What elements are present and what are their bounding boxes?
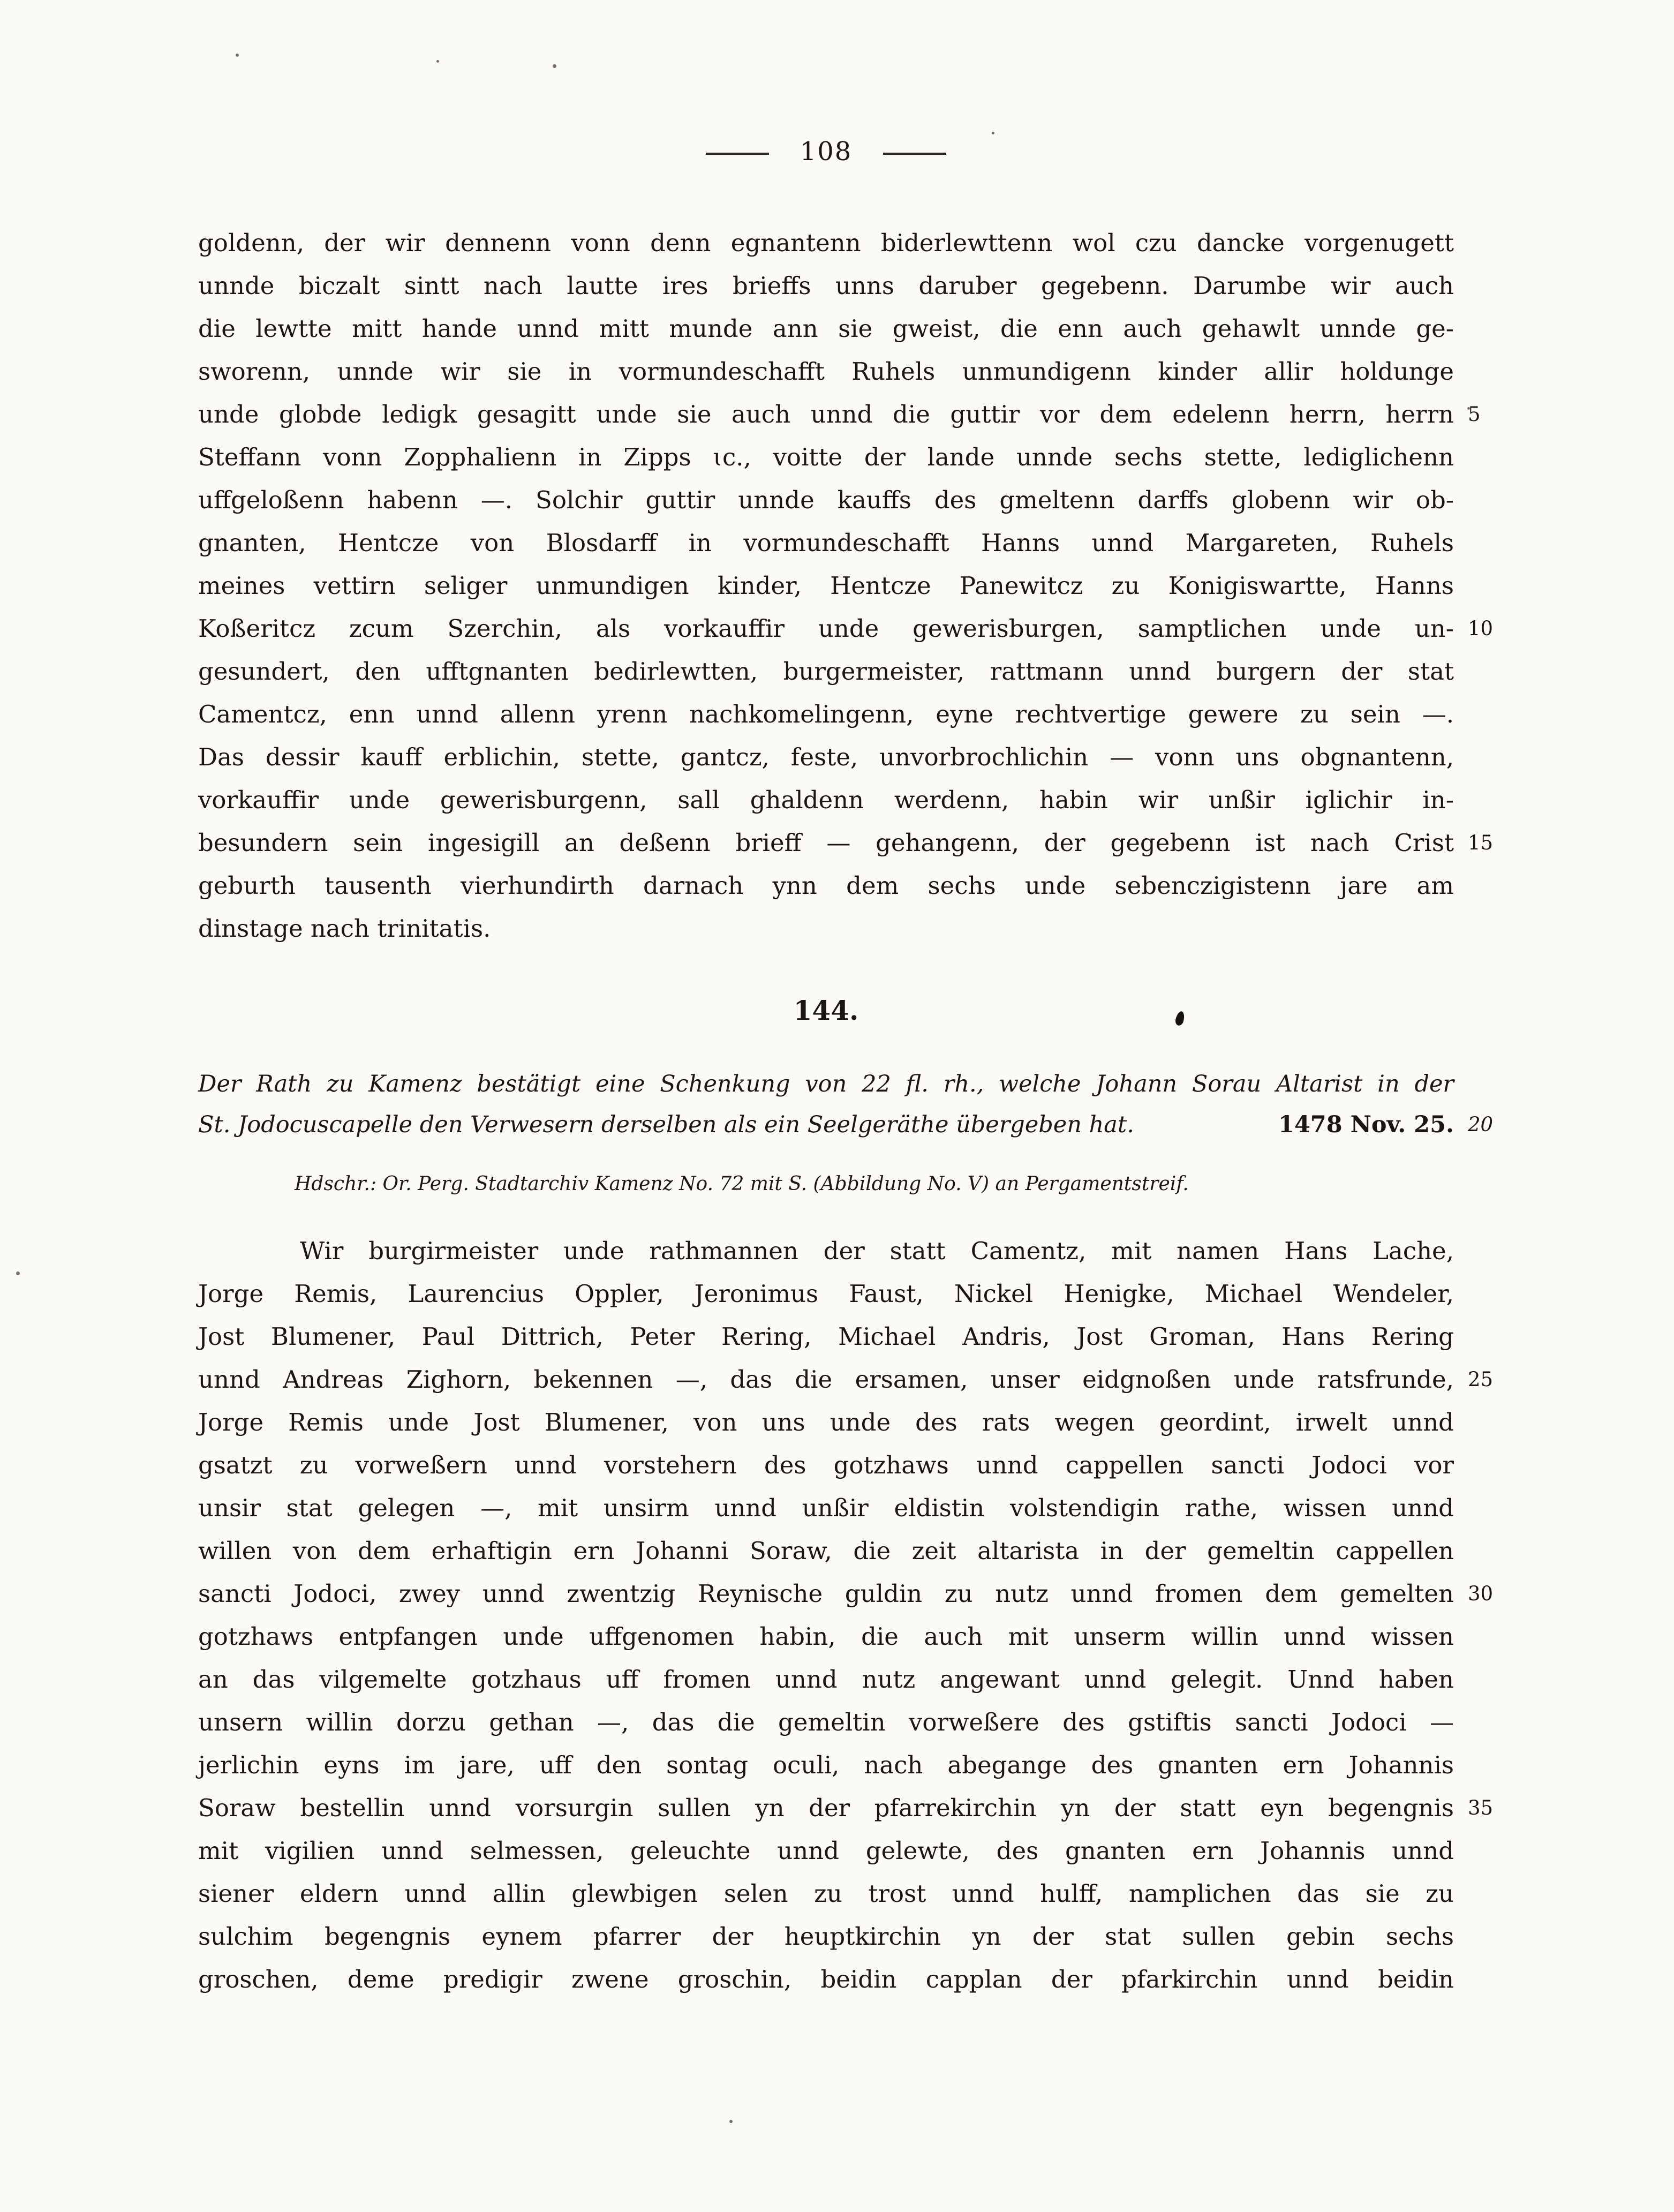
source-note: Hdschr.: Or. Perg. Stadtarchiv Kamenz No. 72 mit S. (Abbildung No. V) an Pergamentstreif. xyxy=(295,1173,1189,1195)
line-text: besundern sein ingesigill an deßenn brieff — gehangenn, der gegebenn ist nach Crist xyxy=(198,829,1454,857)
text-line xyxy=(198,350,1454,393)
header-rule-right xyxy=(883,153,946,155)
line-text: goldenn, der wir dennenn vonn denn egnantenn biderlewttenn wol czu dancke vorgenugett xyxy=(198,229,1454,257)
line-text: sworenn, unnde wir sie in vormundeschafft Ruhels unmundigenn kinder allir holdunge xyxy=(198,357,1454,386)
line-text: unnd Andreas Zighorn, bekennen —, das die ersamen, unser eidgnoßen unde ratsfrunde, xyxy=(198,1365,1454,1394)
line-text: geburth tausenth vierhundirth darnach ynn dem sechs unde sebenczigistenn jare am xyxy=(198,871,1454,900)
page-number: 108 xyxy=(800,137,853,167)
line-text: Wir burgirmeister unde rathmannen der statt Camentz, mit namen Hans Lache, xyxy=(300,1237,1454,1265)
margin-line-number: 15 xyxy=(1468,831,1494,854)
text-line xyxy=(198,650,1454,693)
line-text: gotzhaws entpfangen unde uffgenomen habin, die auch mit unserm willin unnd wissen xyxy=(198,1622,1454,1651)
line-text: willen von dem erhaftigin ern Johanni Soraw, die zeit altarista in der gemeltin cappellen xyxy=(198,1537,1454,1565)
line-text: Das dessir kauff erblichin, stette, gantcz, feste, unvorbrochlichin — vonn uns obgnantenn, xyxy=(198,743,1454,771)
text-line xyxy=(198,1830,1454,1872)
margin-line-number: 35 xyxy=(1468,1796,1494,1819)
text-line xyxy=(198,1315,1454,1358)
margin-line-number: 30 xyxy=(1468,1582,1494,1605)
line-text: Jost Blumener, Paul Dittrich, Peter Rering, Michael Andris, Jost Groman, Hans Rering xyxy=(198,1322,1454,1351)
text-line xyxy=(198,307,1454,350)
line-text: gnanten, Hentcze von Blosdarff in vormundeschafft Hanns unnd Margareten, Ruhels xyxy=(198,529,1454,557)
regest-text: St. Jodocuscapelle den Verwesern derselben als ein Seelgeräthe übergeben hat. xyxy=(198,1111,1134,1138)
line-text: dinstage nach trinitatis. xyxy=(198,914,491,943)
text-line xyxy=(198,436,1454,479)
text-line xyxy=(198,1358,1494,1401)
regest-text: Der Rath zu Kamenz bestätigt eine Schenkung von 22 fl. rh., welche Johann Sorau Altarist in der xyxy=(198,1071,1454,1097)
text-line xyxy=(198,864,1454,907)
line-text: unsern willin dorzu gethan —, das die gemeltin vorweßere des gstiftis sancti Jodoci — xyxy=(198,1708,1454,1736)
text-line xyxy=(198,1915,1454,1958)
text-line xyxy=(198,1701,1454,1744)
text-line xyxy=(198,1230,1454,1273)
line-text: gesundert, den ufftgnanten bedirlewtten, burgermeister, rattmann unnd burgern der stat xyxy=(198,657,1454,686)
text-line xyxy=(198,1573,1494,1615)
text-line xyxy=(198,265,1454,307)
text-line xyxy=(198,1444,1454,1487)
text-line-last xyxy=(198,907,1454,950)
line-text: meines vettirn seliger unmundigen kinder, Hentcze Panewitcz zu Konigiswartte, Hanns xyxy=(198,571,1454,600)
text-line xyxy=(198,1530,1454,1573)
line-text: groschen, deme predigir zwene groschin, beidin capplan der pfarkirchin unnd beidin xyxy=(198,1965,1454,1993)
text-line xyxy=(198,1615,1454,1658)
line-text: die lewtte mitt hande unnd mitt munde ann sie gweist, die enn auch gehawlt unnde ge- xyxy=(198,314,1454,343)
margin-line-number: 5 xyxy=(1468,403,1481,426)
line-text: gsatzt zu vorweßern unnd vorstehern des gotzhaws unnd cappellen sancti Jodoci vor xyxy=(198,1451,1454,1479)
line-text: siener eldern unnd allin glewbigen selen zu trost unnd hulff, namplichen das sie zu xyxy=(198,1879,1454,1908)
regest xyxy=(198,1064,1494,1145)
text-line xyxy=(198,1401,1454,1444)
charter-number-heading: 144. xyxy=(793,995,859,1026)
line-text: Camentcz, enn unnd allenn yrenn nachkomelingenn, eyne rechtvertige gewere zu sein —. xyxy=(198,700,1454,728)
line-text: jerlichin eyns im jare, uff den sontag oculi, nach abegange des gnanten ern Johannis xyxy=(198,1751,1454,1779)
text-line xyxy=(198,822,1494,864)
text-line xyxy=(198,607,1494,650)
line-text: Jorge Remis unde Jost Blumener, von uns unde des rats wegen geordint, irwelt unnd xyxy=(198,1408,1454,1436)
line-text: mit vigilien unnd selmessen, geleuchte unnd gelewte, des gnanten ern Johannis unnd xyxy=(198,1837,1454,1865)
text-line xyxy=(198,1744,1454,1787)
text-line xyxy=(198,1273,1454,1315)
margin-line-number: 25 xyxy=(1468,1368,1494,1391)
line-text: vorkauffir unde gewerisburgenn, sall ghaldenn werdenn, habin wir unßir iglichir in- xyxy=(198,786,1454,814)
charter-date: 1478 Nov. 25. xyxy=(1278,1111,1454,1138)
line-text: uffgeloßenn habenn —. Solchir guttir unnde kauffs des gmeltenn darffs globenn wir ob- xyxy=(198,486,1454,514)
line-text: sancti Jodoci, zwey unnd zwentzig Reynische guldin zu nutz unnd fromen dem gemelten xyxy=(198,1579,1454,1608)
line-text: unsir stat gelegen —, mit unsirm unnd unßir eldistin volstendigin rathe, wissen unnd xyxy=(198,1494,1454,1522)
line-text: an das vilgemelte gotzhaus uff fromen unnd nutz angewant unnd gelegit. Unnd haben xyxy=(198,1665,1454,1694)
margin-line-number: 20 xyxy=(1468,1113,1494,1136)
line-text: sulchim begengnis eynem pfarrer der heuptkirchin yn der stat sullen gebin sechs xyxy=(198,1922,1454,1951)
line-text: Steffann vonn Zopphalienn in Zipps ɩc., voitte der lande unnde sechs stette, lediglichenn xyxy=(198,443,1454,471)
text-line xyxy=(198,479,1454,522)
text-line xyxy=(198,1658,1454,1701)
text-line xyxy=(198,393,1481,436)
regest-line xyxy=(198,1064,1454,1104)
line-text: unde globde ledigk gesagitt unde sie auch unnd die guttir vor dem edelenn herrn, herrn xyxy=(198,400,1454,428)
scan-speck xyxy=(16,1271,20,1275)
regest-line xyxy=(198,1104,1494,1145)
text-column xyxy=(198,0,1494,2001)
margin-line-number: 10 xyxy=(1468,617,1494,640)
scan-speck xyxy=(729,2120,733,2123)
line-text: unnde biczalt sintt nach lautte ires brieffs unns daruber gegebenn. Darumbe wir auch xyxy=(198,272,1454,300)
charter-143-continuation xyxy=(198,222,1494,950)
text-line xyxy=(198,693,1454,736)
text-line xyxy=(198,522,1454,565)
line-text: Koßeritcz zcum Szerchin, als vorkauffir unde gewerisburgen, samptlichen unde un- xyxy=(198,614,1454,643)
text-line xyxy=(198,736,1454,779)
page-header xyxy=(198,135,1454,168)
text-line xyxy=(198,565,1454,607)
line-text: Soraw bestellin unnd vorsurgin sullen yn der pfarrekirchin yn der statt eyn begengnis xyxy=(198,1794,1454,1822)
line-text: Jorge Remis, Laurencius Oppler, Jeronimus Faust, Nickel Henigke, Michael Wendeler, xyxy=(198,1280,1454,1308)
text-line xyxy=(198,1487,1454,1530)
text-line xyxy=(198,1787,1494,1830)
text-line xyxy=(198,1872,1454,1915)
text-line xyxy=(198,779,1454,822)
charter-144-body xyxy=(198,1230,1494,2001)
text-line xyxy=(198,222,1454,265)
text-line xyxy=(198,1958,1454,2001)
header-rule-left xyxy=(706,153,769,155)
